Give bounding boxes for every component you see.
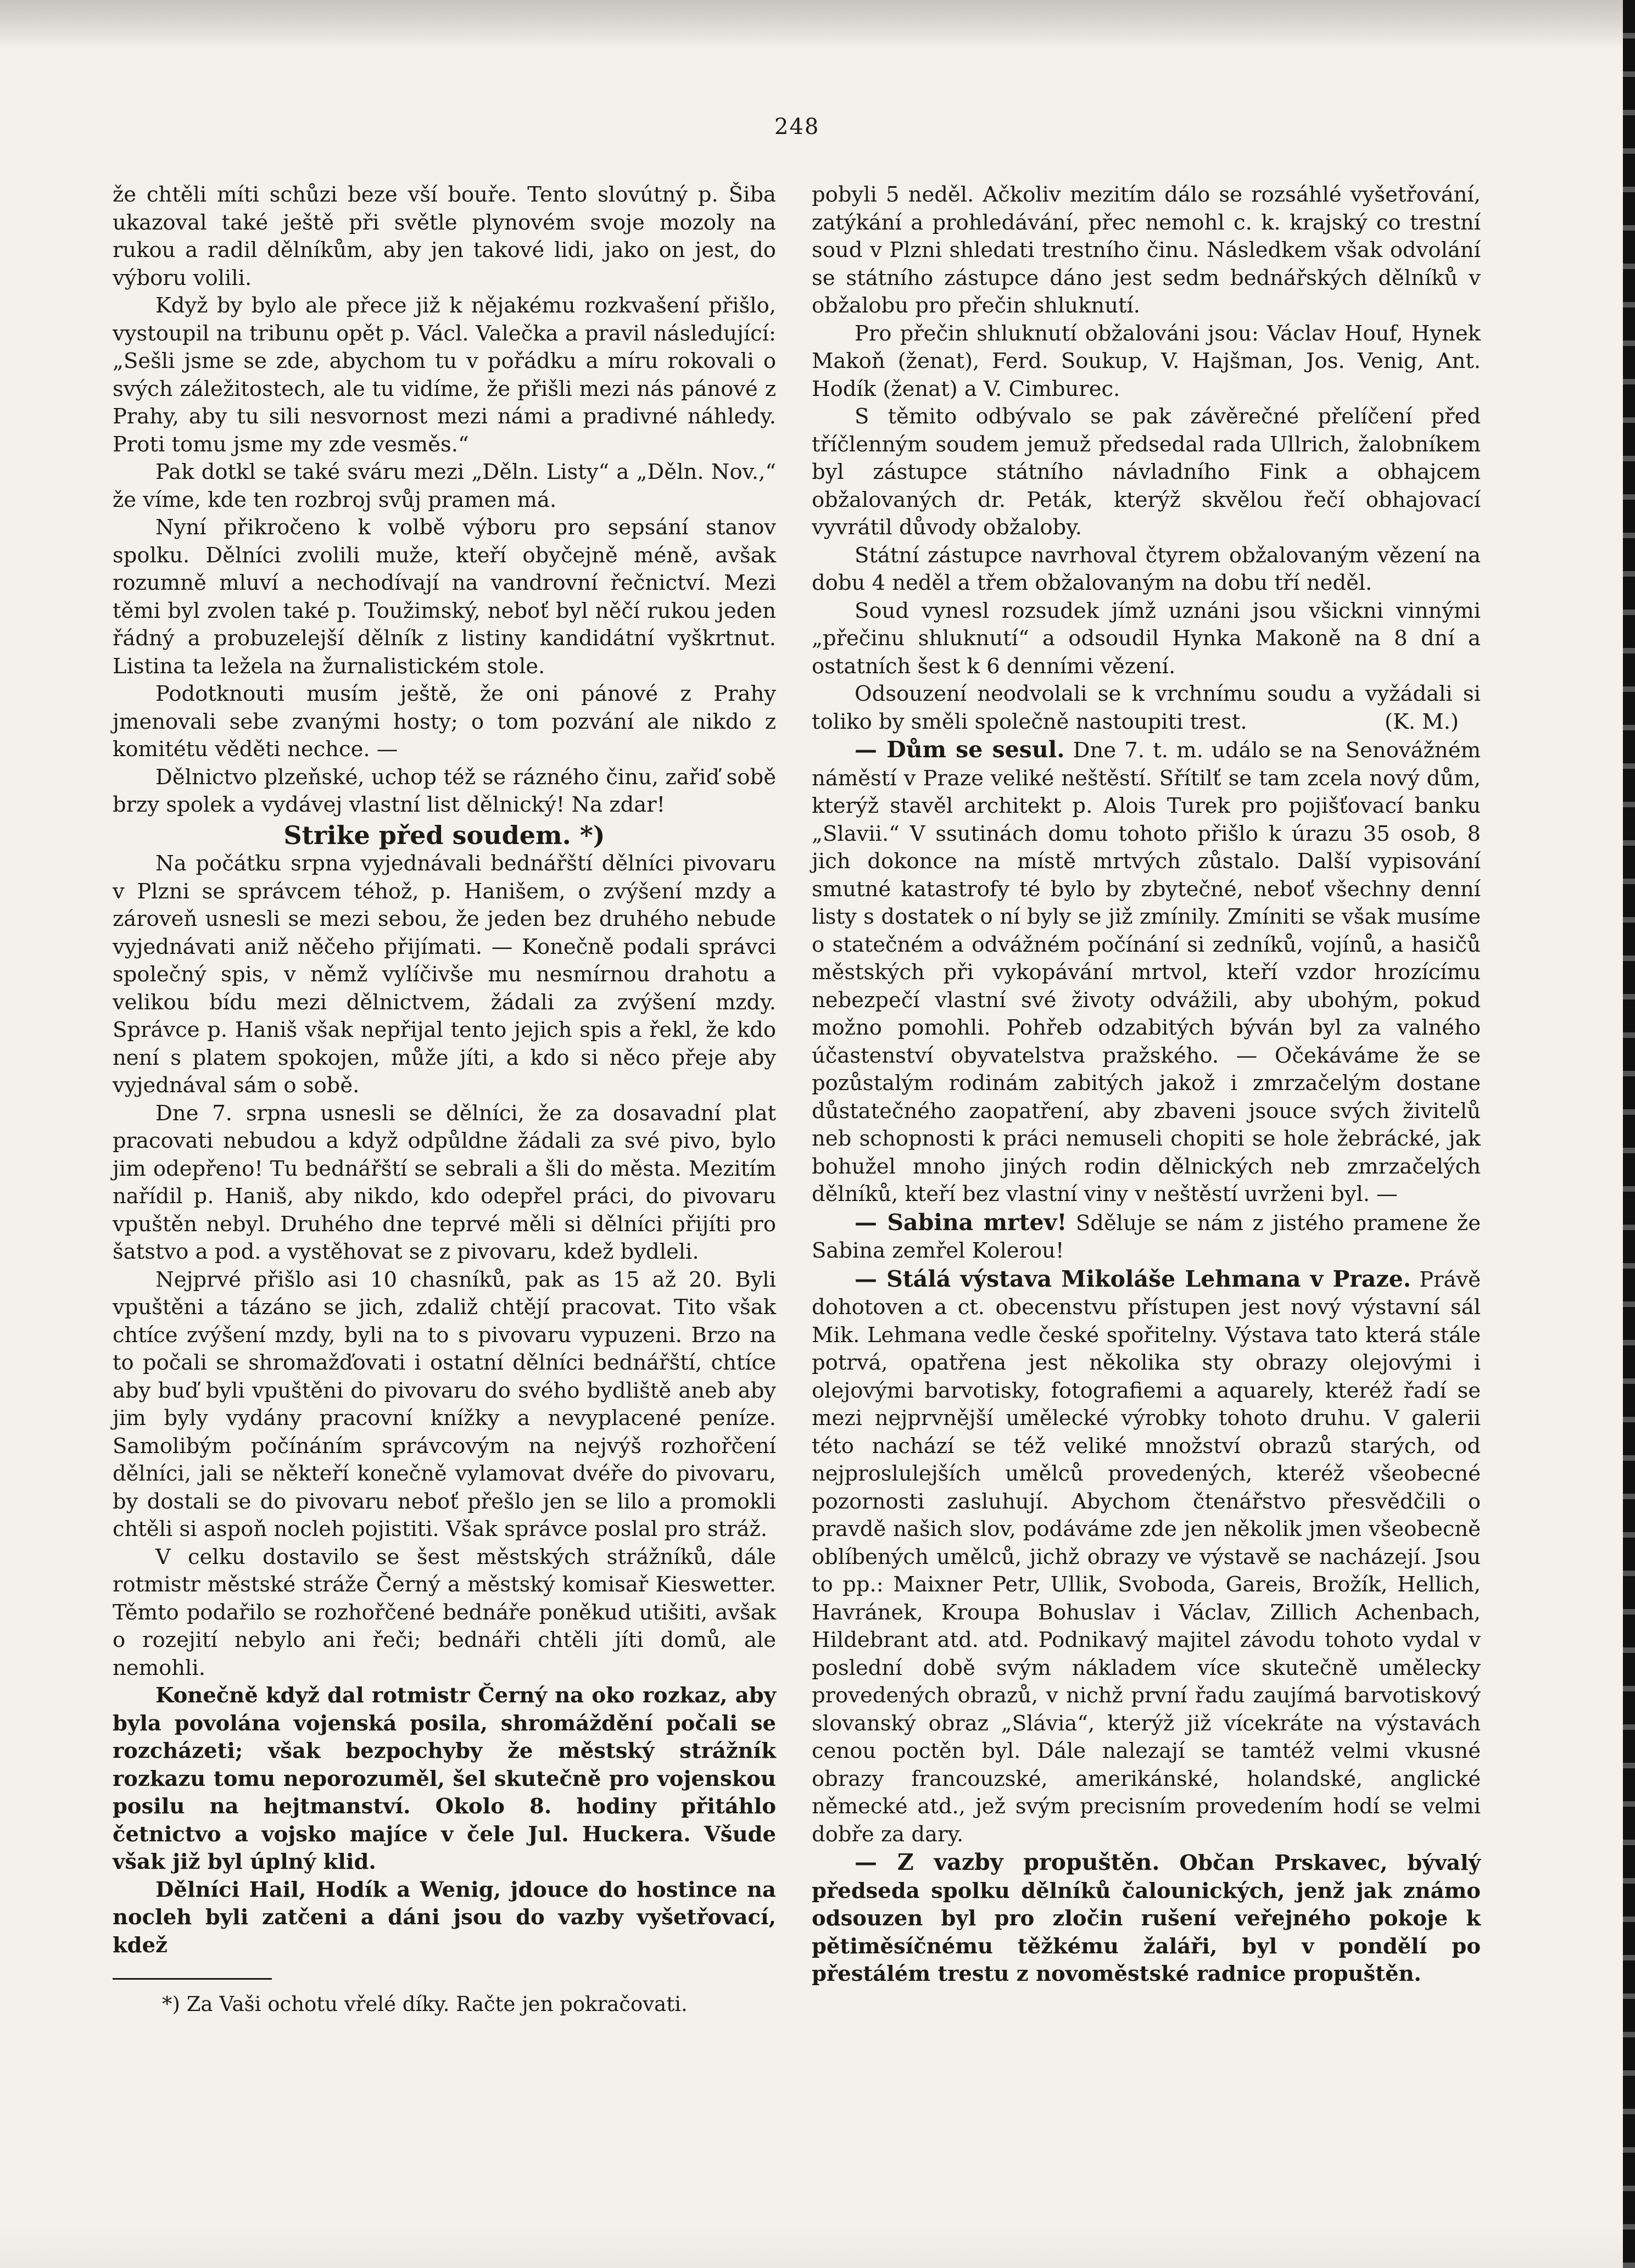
scan-edge: [1623, 0, 1635, 2268]
section-heading: Strike před soudem. *): [283, 820, 605, 850]
news-item: [812, 1848, 1481, 1988]
paragraph: Pro přečin shluknutí obžalováni jsou: Václav Houf, Hynek Makoň (ženat), Ferd. Soukup, V. Hajšman, Jos. Venig, Ant. Hodík (ženat) a V. Cimburec.: [812, 321, 1481, 401]
paragraph: Konečně když dal rotmistr Černý na oko rozkaz, aby byla povolána vojenská posila, shromáždění počali se rozcházeti; však bezpochyby že městský strážník rozkazu tomu neporozuměl, šel skutečně pro vojenskou posilu na hejtmanství. Okolo 8. hodiny přitáhlo četnictvo a vojsko majíce v čele Jul. Huckera. Všude však již byl úplný klid.: [113, 1683, 776, 1874]
news-text: Dne 7. t. m. událo se na Senovážném náměstí v Praze veliké neštěstí. Sřítilť se tam zcela nový dům, kterýž stavěl architekt p. Alois Turek pro pojišťovací banku „Slavii.“ V ssutinách domu tohoto přišlo k úrazu 35 osob, 8 jich dokonce na místě mrtvých zůstalo. Další vypisování smutné katastrofy té bylo by zbytečné, neboť všechny denní listy s dostatek o ní byly se již zmínily. Zmíniti se však musíme o statečném a odvážném počínání si zedníků, vojínů, a hasičů městských při vykopávání mrtvol, kteří vzdor hrozícímu nebezpečí vlastní své životy odvážili, aby ubohým, pokud možno pomohli. Pohřeb odzabitých býván byl za valného účastenství obyvatelstva pražského. — Očekáváme že se pozůstalým rodinám zabitých jakož i zmrzačelým dostane důstatečného zaopatření, aby zbaveni jsouce svých živitelů neb schopnosti k práci nemuseli chopiti se hole žebrácké, jak bohužel mnoho jiných rodin dělnických neb zmrzačelých dělníků, kteří bez vlastní viny v neštěstí uvrženi byl. —: [812, 738, 1481, 1206]
paragraph: S těmito odbývalo se pak závěrečné přelíčení před tříčlenným soudem jemuž předsedal rada Ullrich, žalobníkem byl zástupce státního návladního Fink a obhajcem obžalovaných dr. Peták, kterýž skvělou řečí obhajovací vyvrátil důvody obžaloby.: [812, 404, 1481, 540]
news-item: [812, 736, 1481, 1209]
paragraph: Dělníci Hail, Hodík a Wenig, jdouce do hostince na nocleh byli zatčeni a dáni jsou do vazby vyšetřovací, kdež: [113, 1877, 776, 1958]
footnote: *) Za Vaši ochotu vřelé díky. Račte jen pokračovati.: [162, 1992, 688, 2016]
news-text: Občan Prskavec, bývalý předseda spolku dělníků čalounických, jenž jak známo odsouzen byl pro zločin rušení veřejného pokoje k pětiměsíčnému těžkému žaláři, byl v pondělí po přestálém trestu z novoměstské radnice propuštěn.: [812, 1851, 1481, 1986]
news-text: Právě dohotoven a ct. obecenstvu přístupen jest nový výstavní sál Mik. Lehmana vedle české spořitelny. Výstava tato která stále potrvá, opatřena jest několika sty obrazy olejovými i olejovými barvotisky, fotografiemi a aquarely, kteréž řadí se mezi nejprvnější umělecké výrobky tohoto druhu. V galerii této nachází se též veliké množství obrazů starých, od nejproslulejších umělců provedených, kteréž všeobecné pozornosti zasluhují. Abychom čtenářstvo přesvědčili o pravdě našich slov, podáváme zde jen několik jmen všeobecně oblíbených umělců, jichž obrazy ve výstavě se nacházejí. Jsou to pp.: Maixner Petr, Ullik, Svoboda, Gareis, Brožík, Hellich, Havránek, Kroupa Bohuslav i Václav, Zillich Achenbach, Hildebrant atd. atd. Podnikavý majitel závodu tohoto vydal v poslední době svým nákladem více skutečně umělecky provedených obrazů, v nichž první řadu zaujímá barvotiskový slovanský obraz „Slávia“, kterýž již vícekráte na výstavách cenou poctěn byl. Dále nalezají se tamtéž velmi vkusné obrazy francouzské, amerikánské, holandské, anglické německé atd., jež svým precisním provedením hodí se velmi dobře za dary.: [812, 1267, 1481, 1847]
paragraph: Pak dotkl se také sváru mezi „Děln. Listy“ a „Děln. Nov.,“ že víme, kde ten rozbroj svůj pramen má.: [113, 460, 776, 512]
paragraph: Dělnictvo plzeňské, uchop též se rázného činu, zařiď sobě brzy spolek a vydávej vlastní list dělnický! Na zdar!: [113, 764, 776, 817]
news-headline: — Dům se sesul.: [855, 736, 1065, 763]
news-headline: — Z vazby propuštěn.: [855, 1849, 1160, 1875]
news-item: [812, 1265, 1481, 1849]
page-number: 248: [774, 114, 820, 139]
paragraph: Nyní přikročeno k volbě výboru pro sepsání stanov spolku. Dělníci zvolili muže, kteří obyčejně méně, avšak rozumně mluví a nechodívají na vandrovní řečnictví. Mezi těmi byl zvolen také p. Toužimský, neboť byl něčí rukou jeden řádný a probuzelejší dělník z listiny kandidátní vyškrtnut. Listina ta ležela na žurnalistickém stole.: [113, 515, 776, 679]
news-item: [812, 1209, 1481, 1265]
paragraph: Dne 7. srpna usnesli se dělníci, že za dosavadní plat pracovati nebudou a když odpůldne žádali za své pivo, bylo jim odepřeno! Tu bednářští se sebrali a šli do města. Mezitím nařídil p. Haniš, aby nikdo, kdo odepřel práci, do pivovaru vpuštěn nebyl. Druhého dne teprvé měli si dělníci přijíti pro šatstvo a pod. a vystěhovat se z pivovaru, kdež bydleli.: [113, 1101, 776, 1264]
paragraph: Podotknouti musím ještě, že oni pánové z Prahy jmenovali sebe zvanými hosty; o tom pozvání ale nikdo z komitétu věděti nechce. —: [113, 681, 776, 762]
paragraph: že chtěli míti schůzi beze vší bouře. Tento slovútný p. Šiba ukazoval také ještě při světle plynovém svoje mozoly na rukou a radil dělníkům, aby jen takové lidi, jako on jest, do výboru volili.: [113, 182, 776, 291]
author-signature: (K. M.): [1385, 709, 1459, 734]
news-headline: — Sabina mrtev!: [855, 1209, 1067, 1236]
paragraph-text: Odsouzení neodvolali se k vrchnímu soudu a vyžádali si toliko by směli společně nastoupiti trest.: [812, 681, 1481, 734]
news-text: Sděluje se nám z jistého pramene že Sabina zemřel Kolerou!: [812, 1210, 1481, 1263]
paragraph: pobyli 5 neděl. Ačkoliv mezitím dálo se rozsáhlé vyšetřování, zatýkání a prohledávání, přec nemohl c. k. krajský co trestní soud v Plzni shledati trestního činu. Následkem však odvolání se státního zástupce dáno jest sedm bednářských dělníků v obžalobu pro přečin shluknutí.: [812, 182, 1481, 318]
paragraph: [812, 680, 1481, 736]
paragraph: Státní zástupce navrhoval čtyrem obžalovaným vězení na dobu 4 neděl a třem obžalovaným na dobu tří neděl.: [812, 543, 1481, 595]
scan-shadow: [0, 0, 1635, 49]
paragraph: Na počátku srpna vyjednávali bednářští dělníci pivovaru v Plzni se správcem téhož, p. Hanišem, o zvýšení mzdy a zároveň usnesli se mezi sebou, že jeden bez druhého nebude vyjednávati aniž něčeho přijímati. — Konečně podali správci společný spis, v němž vylíčivše mu nesmírnou drahotu a velikou bídu mezi dělnictvem, žádali za zvýšení mzdy. Správce p. Haniš však nepřijal tento jejich spis a řekl, že kdo není s platem spokojen, může jíti, a kdo si něco přeje aby vyjednával sám o sobě.: [113, 851, 776, 1098]
paragraph: Soud vynesl rozsudek jímž uznáni jsou všickni vinnými „přečinu shluknutí“ a odsoudil Hynka Makoně na 8 dní a ostatních šest k 6 denními vězení.: [812, 598, 1481, 679]
news-headline: — Stálá výstava Mikoláše Lehmana v Praze.: [855, 1265, 1411, 1292]
left-column: [113, 181, 776, 2019]
paragraph: Když by bylo ale přece již k nějakému rozkvašení přišlo, vystoupil na tribunu opět p. Václ. Valečka a pravil následující: „Sešli jsme se zde, abychom tu v pořádku a míru rokovali o svých záležitostech, ale tu vidíme, že přišli mezi nás pánové z Prahy, aby tu sili nesvornost mezi námi a pradivné náhledy. Proti tomu jsme my zde vesměs.“: [113, 293, 776, 457]
paragraph: V celku dostavilo se šest městských strážníků, dále rotmistr městské stráže Černý a městský komisař Kieswetter. Těmto podařilo se rozhořčené bednáře poněkud utišiti, avšak o rozejití nebylo ani řeči; bednáři chtěli jíti domů, ale nemohli.: [113, 1544, 776, 1680]
paragraph: Nejprvé přišlo asi 10 chasníků, pak as 15 až 20. Byli vpuštěni a tázáno se jich, zdaliž chtějí pracovat. Tito však chtíce zvýšení mzdy, byli na to s pivovaru vypuzeni. Brzo na to počali se shromažďovati i ostatní dělníci bednářští, chtíce aby buď byli vpuštěni do pivovaru do svého bydliště aneb aby jim byly vydány pracovní knížky a nevyplacené peníze. Samolibým počínáním správcovým na nejvýš rozhořčení dělníci, jali se někteří konečně vylamovat dvéře do pivovaru, by dostali se do pivovaru neboť přešlo jen se lilo a promokli chtěli si aspoň nocleh pojistiti. Však správce poslal pro stráž.: [113, 1267, 776, 1541]
right-column: [812, 181, 1481, 1988]
footnote-rule: [113, 1978, 272, 1980]
